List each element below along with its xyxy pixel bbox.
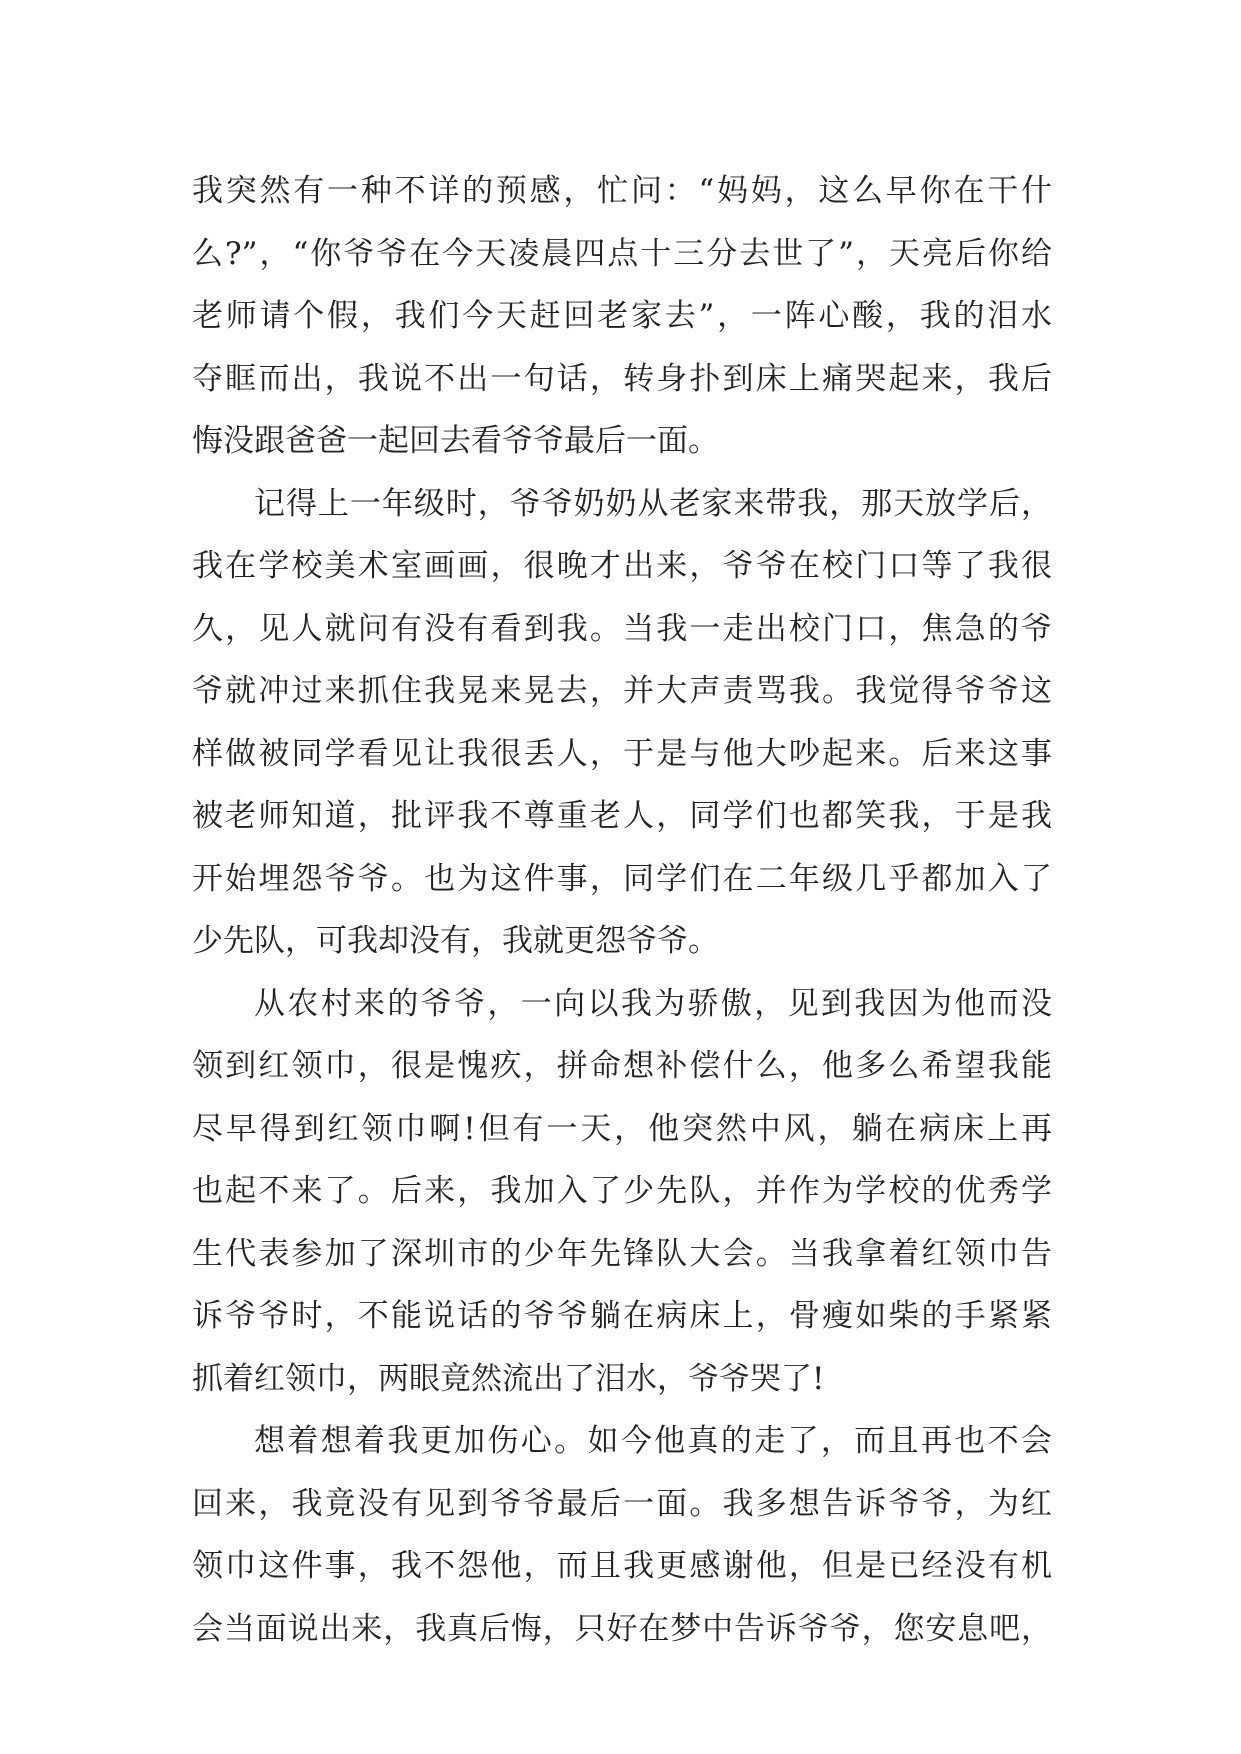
text-line: 从农村来的爷爷，一向以我为骄傲，见到我因为他而没 bbox=[254, 985, 1052, 1022]
text-line: 想着想着我更加伤心。如今他真的走了，而且再也不会 bbox=[254, 1423, 1052, 1459]
text-line: 开始埋怨爷爷。也为这件事，同学们在二年级几乎都加入了 bbox=[192, 860, 1052, 897]
text-line: 我在学校美术室画画，很晚才出来，爷爷在校门口等了我很 bbox=[192, 548, 1052, 584]
text-line: 被老师知道，批评我不尊重老人，同学们也都笑我，于是我 bbox=[192, 798, 1052, 834]
text-line: 会当面说出来，我真后悔，只好在梦中告诉爷爷，您安息吧， bbox=[192, 1610, 1052, 1647]
text-line: 么?”，“你爷爷在今天凌晨四点十三分去世了”，天亮后你给 bbox=[192, 235, 1052, 272]
text-line: 样做被同学看见让我很丢人，于是与他大吵起来。后来这事 bbox=[192, 735, 1052, 772]
text-line: 抓着红领巾，两眼竟然流出了泪水，爷爷哭了! bbox=[192, 1360, 825, 1397]
text-line: 也起不来了。后来，我加入了少先队，并作为学校的优秀学 bbox=[192, 1173, 1052, 1209]
text-line: 我突然有一种不详的预感，忙问：“妈妈，这么早你在干什 bbox=[192, 173, 1052, 209]
document-body bbox=[192, 160, 1052, 1660]
text-line: 生代表参加了深圳市的少年先锋队大会。当我拿着红领巾告 bbox=[192, 1235, 1052, 1272]
text-line: 领巾这件事，我不怨他，而且我更感谢他，但是已经没有机 bbox=[192, 1548, 1052, 1584]
text-line: 久，见人就问有没有看到我。当我一走出校门口，焦急的爷 bbox=[192, 610, 1052, 647]
text-line: 领到红领巾，很是愧疚，拼命想补偿什么，他多么希望我能 bbox=[192, 1048, 1052, 1084]
paragraph-2 bbox=[192, 473, 1052, 973]
paragraph-3 bbox=[192, 973, 1052, 1411]
text-line: 尽早得到红领巾啊!但有一天，他突然中风，躺在病床上再 bbox=[192, 1110, 1052, 1147]
text-line: 少先队，可我却没有，我就更怨爷爷。 bbox=[192, 923, 719, 959]
text-line: 爷就冲过来抓住我晃来晃去，并大声责骂我。我觉得爷爷这 bbox=[192, 673, 1052, 709]
text-line: 悔没跟爸爸一起回去看爷爷最后一面。 bbox=[192, 423, 719, 459]
text-line: 老师请个假，我们今天赶回老家去”，一阵心酸，我的泪水 bbox=[192, 298, 1052, 334]
paragraph-1 bbox=[192, 160, 1052, 473]
paragraph-4 bbox=[192, 1410, 1052, 1660]
text-line: 诉爷爷时，不能说话的爷爷躺在病床上，骨瘦如柴的手紧紧 bbox=[192, 1298, 1052, 1334]
text-line: 夺眶而出，我说不出一句话，转身扑到床上痛哭起来，我后 bbox=[192, 360, 1052, 397]
text-line: 回来，我竟没有见到爷爷最后一面。我多想告诉爷爷，为红 bbox=[192, 1485, 1052, 1522]
text-line: 记得上一年级时，爷爷奶奶从老家来带我，那天放学后， bbox=[254, 485, 1052, 522]
